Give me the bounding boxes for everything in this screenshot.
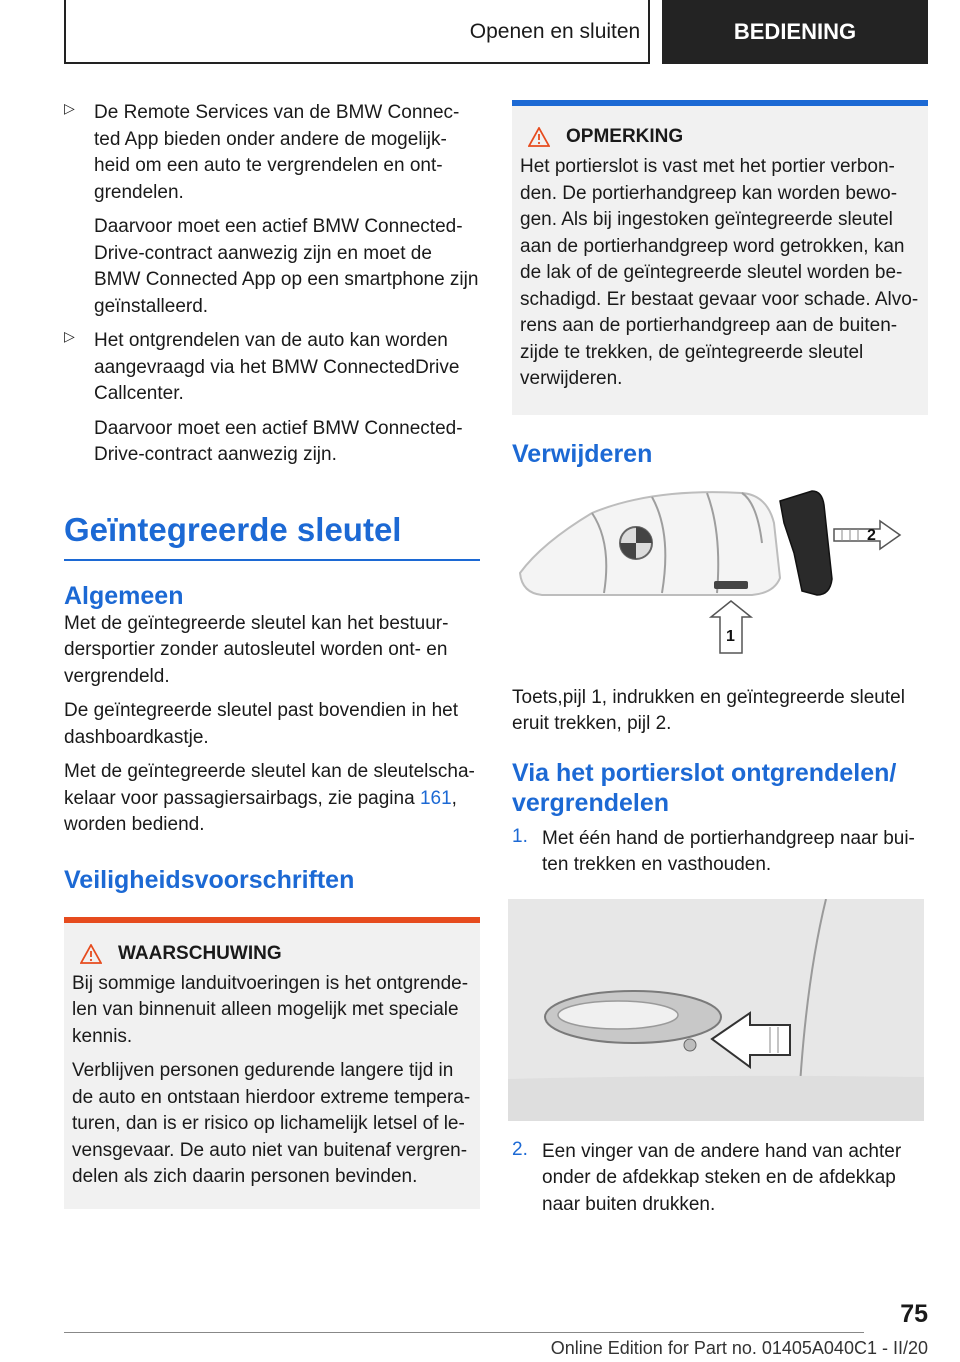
subheading-safety: Veiligheidsvoorschriften — [64, 865, 355, 894]
paragraph: De geïntegreerde sleutel past bovendien in het dashboardkastje. — [64, 700, 458, 748]
page-number: 75 — [900, 1300, 928, 1328]
note-text: Het portierslot is vast met het portier verbon-den. De portierhandgreep kan worden bewo-gen. Als bij ingestoken geïntegreerde sleutel aan de portierhandgreep word getrokken, kan de lak of de geïntegreerde sleutel worden be-schadigd. Er bestaat gevaar voor schade. Alvo-rens aan de portierhandgreep aan de buiten-zijde te trekken, de geïntegreerde sleutel verwijderen. — [520, 156, 919, 389]
bullet-text: Het ontgrendelen van de auto kan worden aangevraagd via het BMW ConnectedDrive Callcenter. — [94, 330, 460, 404]
paragraph: Met de geïntegreerde sleutel kan het bestuur-dersportier zonder autosleutel worden ont- en vergrendeld. — [64, 612, 449, 687]
warning-triangle-icon — [528, 127, 550, 147]
step-item — [512, 826, 928, 879]
step-number: 2. — [512, 1138, 528, 1160]
step-text: Met één hand de portierhandgreep naar bui-ten trekken en vasthouden. — [542, 827, 915, 875]
bullet-text: Daarvoor moet een actief BMW Connected-Drive-contract aanwezig zijn en moet de BMW Connected App op een smartphone zijn geïnstalleerd. — [94, 216, 479, 317]
left-column — [64, 100, 480, 1209]
section-heading: Geïntegreerde sleutel — [64, 511, 480, 561]
arrow-1-icon — [711, 601, 751, 653]
bullet-text: Daarvoor moet een actief BMW Connected-Drive-contract aanwezig zijn. — [94, 417, 463, 465]
paragraph — [64, 759, 480, 839]
footer-divider — [64, 1332, 864, 1333]
step-item — [512, 1139, 928, 1219]
right-column — [512, 100, 928, 1218]
bullet-item — [64, 100, 480, 320]
figure-caption: Toets,pijl 1, indrukken en geïntegreerde sleutel eruit trekken, pijl 2. — [512, 686, 905, 734]
note-box — [512, 100, 928, 415]
note-label: OPMERKING — [566, 126, 684, 147]
subheading-lock: Via het portierslot ontgrendelen/ vergrendelen — [512, 758, 897, 817]
paragraph-text: , worden bediend. — [64, 787, 457, 835]
triangle-bullet-icon: ▷ — [64, 328, 75, 344]
warning-text: Bij sommige landuitvoeringen is het ontgrende-len van binnenuit alleen mogelijk met speciale kennis. — [72, 972, 469, 1047]
arrow-2-label: 2 — [867, 526, 876, 544]
edition-note: Online Edition for Part no. 01405A040C1 - II/20 — [550, 1338, 928, 1358]
door-handle-figure — [508, 899, 924, 1121]
note-title — [520, 126, 920, 148]
subheading-general: Algemeen — [64, 581, 184, 610]
warning-title — [72, 943, 472, 965]
page-link[interactable]: 161 — [419, 787, 452, 809]
door-handle-illustration — [508, 899, 924, 1121]
warning-text: Verblijven personen gedurende langere tijd in de auto en ontstaan hierdoor extreme tempera-turen, dan is er risico op lichamelijk letsel of le-vensgevaar. De auto niet van buitenaf vergren-delen als zich daarin personen bevinden. — [72, 1060, 471, 1187]
warning-label: WAARSCHUWING — [118, 942, 282, 964]
subheading-remove: Verwijderen — [512, 439, 653, 468]
paragraph-text: Met de geïntegreerde sleutel kan de sleutelscha-kelaar voor passagiersairbags, zie pagina — [64, 761, 475, 809]
key-removal-figure — [512, 483, 928, 673]
header-section-title: Openen en sluiten — [469, 20, 641, 43]
step-text: Een vinger van de andere hand van achter onder de afdekkap steken en de afdekkap naar buiten drukken. — [542, 1140, 902, 1215]
warning-triangle-icon — [80, 944, 102, 964]
bullet-text: De Remote Services van de BMW Connec-ted App bieden onder andere de mogelijk-heid om een auto te vergrendelen en ont-grendelen. — [94, 102, 460, 203]
warning-box — [64, 917, 480, 1209]
header-chapter-tab: BEDIENING — [662, 0, 928, 64]
key-illustration — [512, 483, 928, 673]
triangle-bullet-icon: ▷ — [64, 100, 75, 116]
arrow-1-label: 1 — [726, 627, 735, 645]
bullet-item — [64, 328, 480, 469]
step-number: 1. — [512, 825, 528, 847]
